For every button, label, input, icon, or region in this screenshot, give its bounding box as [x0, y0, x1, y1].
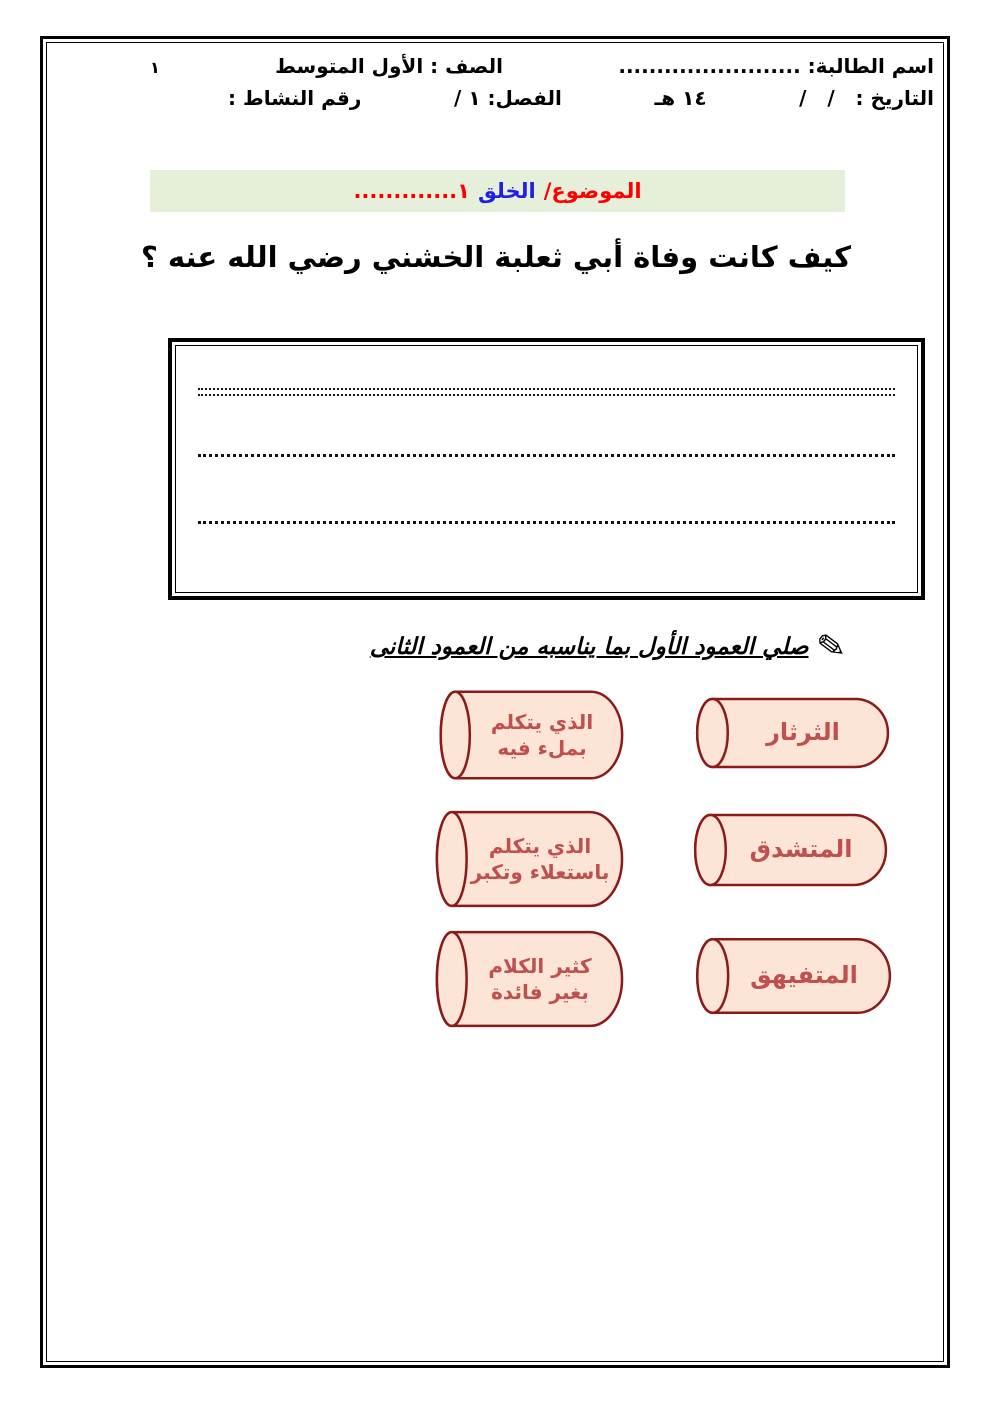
definition-label: الذي يتكلم بملء فيه — [490, 710, 594, 760]
activity-number-label: رقم النشاط : — [228, 86, 362, 110]
matching-definition-item-1 — [432, 688, 626, 782]
student-name-dots: ........................ — [618, 54, 801, 78]
subject-topic: الخلق — [478, 179, 536, 203]
subject-number-dots: ١............. — [353, 179, 470, 203]
answer-box — [168, 338, 925, 600]
subject-label: الموضوع/ — [543, 179, 642, 203]
answer-line-1 — [198, 388, 895, 396]
semester-label: الفصل: ١ / — [454, 86, 562, 110]
subject-banner — [150, 170, 845, 212]
matching-instruction-text: صلي العمود الأول بما يناسبه من العمود الثانى — [369, 634, 809, 660]
matching-term-item-2 — [686, 812, 890, 888]
answer-box-inner — [175, 345, 918, 593]
matching-term-item-1 — [688, 696, 892, 770]
student-name-label: اسم الطالبة: — [807, 54, 934, 78]
corner-mark: ١ — [150, 58, 160, 77]
pencil-icon: ✎ — [813, 625, 848, 669]
date-label: التاريخ : / / — [799, 86, 934, 110]
term-label: المتشدق — [749, 835, 853, 864]
matching-instruction — [369, 625, 848, 669]
hijri-year: ١٤ هـ — [654, 86, 707, 110]
term-label: المتفيهق — [750, 961, 858, 990]
class-label: الصف : الأول المتوسط — [275, 54, 503, 78]
header — [150, 54, 934, 110]
definition-label: كثير الكلام بغير فائدة — [488, 954, 592, 1004]
question-text: كيف كانت وفاة أبي ثعلبة الخشني رضي الله عنه ؟ — [141, 240, 851, 274]
header-line-1 — [150, 54, 934, 78]
header-line-2 — [150, 86, 934, 110]
definition-label: الذي يتكلم باستعلاء وتكبر — [470, 834, 610, 884]
answer-line-2 — [198, 454, 895, 457]
term-label: الثرثار — [766, 718, 840, 747]
matching-term-item-3 — [688, 936, 894, 1016]
answer-line-3 — [198, 521, 895, 524]
matching-definition-item-3 — [428, 928, 626, 1030]
matching-definition-item-2 — [428, 808, 626, 910]
student-name-field — [618, 54, 934, 78]
